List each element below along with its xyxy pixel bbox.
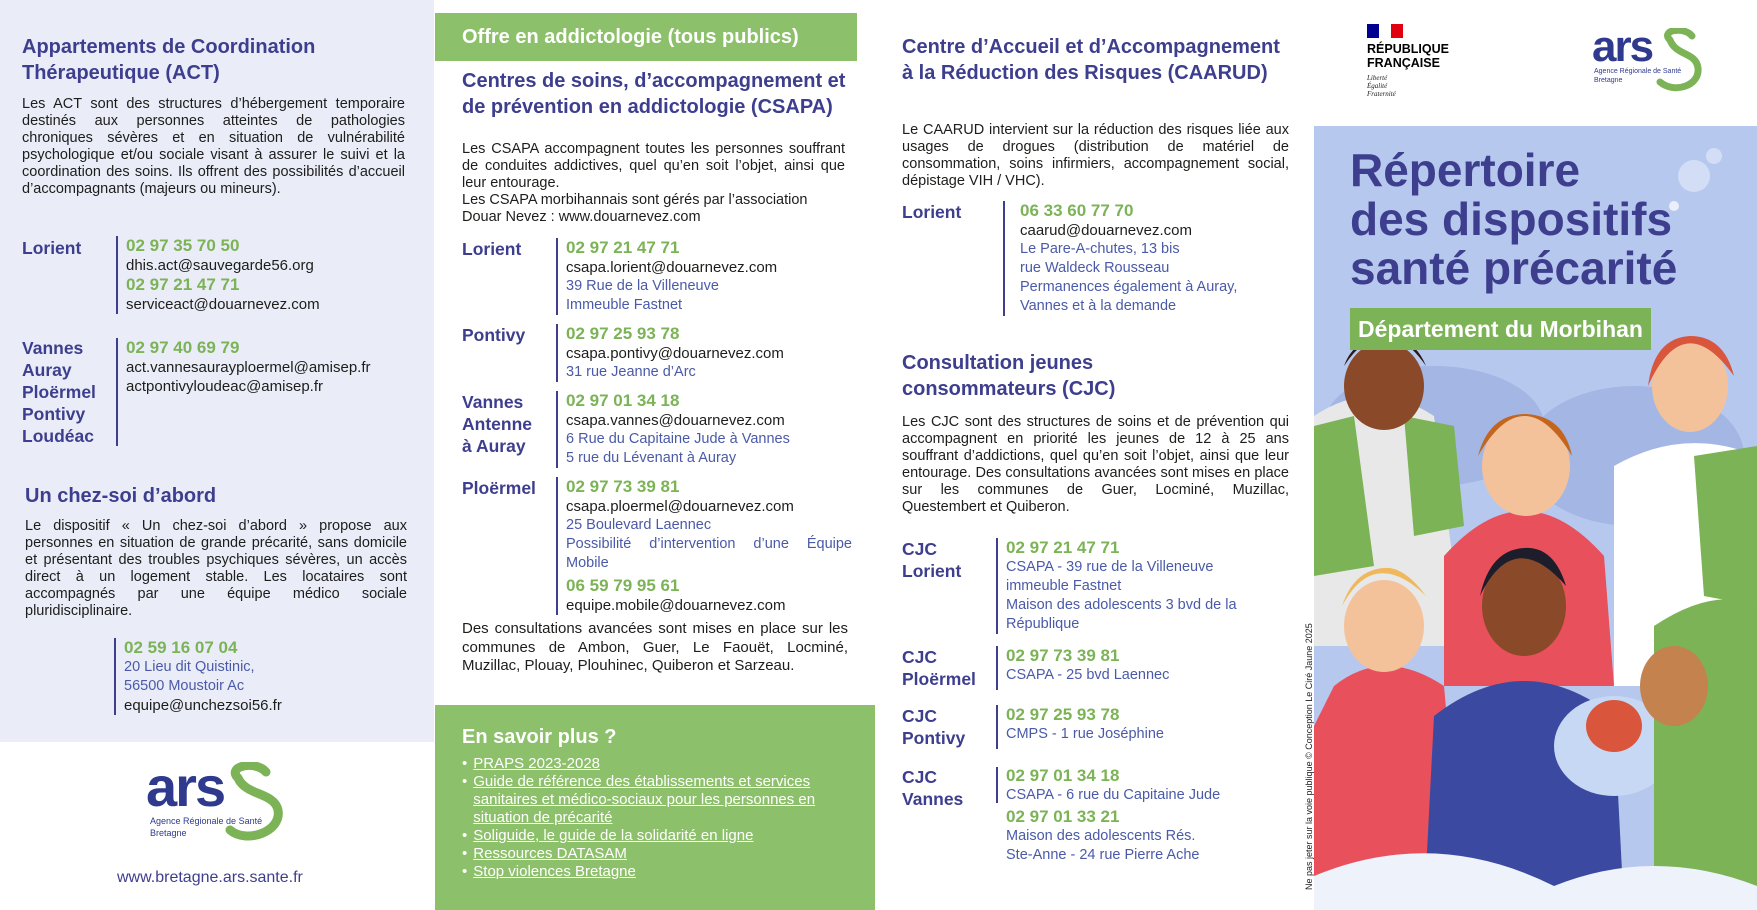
caarud-contacts xyxy=(1003,201,1293,316)
city-name: Lorient xyxy=(462,239,522,259)
act-vannes-contacts xyxy=(116,338,426,446)
list-item xyxy=(902,646,1297,690)
act-lorient-contacts xyxy=(116,236,416,314)
act-lorient-city: Lorient xyxy=(22,238,82,258)
list-item xyxy=(902,538,1297,634)
list-item xyxy=(902,705,1297,749)
email-address[interactable]: caarud@douarnevez.com xyxy=(1020,222,1192,239)
chezsoi-contacts xyxy=(114,638,414,715)
phone-number[interactable]: 06 33 60 77 70 xyxy=(1020,201,1134,220)
phone-number[interactable]: 02 97 25 93 78 xyxy=(566,324,680,343)
phone-number[interactable]: 02 97 21 47 71 xyxy=(566,238,680,257)
ars-logo-cover xyxy=(1592,22,1712,100)
caarud-city: Lorient xyxy=(902,202,962,222)
phone-number[interactable]: 02 97 01 34 18 xyxy=(566,391,680,410)
csapa-consult-text: Des consultations avancées sont mises en place sur les communes de Ambon, Guer, Le Faouët, Locminé, Muzillac, Plouay, Plouhinec, Quiberon et Sarzeau. xyxy=(462,620,848,674)
chezsoi-text: Le dispositif « Un chez-soi d’abord » propose aux personnes en situation de grande précarité, sans domicile et présentant des troubles psychiques sévères, un accès direct à un logement stable. Les locataires sont accompagnés par une équipe médico sociale pluridisciplinaire. xyxy=(25,518,407,619)
phone-number[interactable]: 02 97 35 70 50 xyxy=(126,236,240,255)
city-name: Ploërmel xyxy=(462,478,536,498)
phone-number[interactable]: 02 97 21 47 71 xyxy=(1006,538,1120,557)
ars-logo-sub2: Bretagne xyxy=(150,828,187,838)
address-line: Permanences également à Auray, xyxy=(1020,279,1238,295)
act-vannes-cities: Vannes Auray Ploërmel Pontivy Loudéac xyxy=(22,338,96,446)
address-line: CSAPA - 25 bvd Laennec xyxy=(1006,667,1170,683)
address-line: 25 Boulevard Laennec xyxy=(566,517,712,533)
cjc-entries xyxy=(902,538,1297,865)
email-address[interactable]: act.vannesaurayploermel@amisep.fr xyxy=(126,359,371,376)
address-line: rue Waldeck Rousseau xyxy=(1020,260,1170,276)
city-name: Pontivy xyxy=(462,325,526,345)
city-name: CJC Lorient xyxy=(902,539,962,581)
ars-logo-sub2: Bretagne xyxy=(1594,77,1623,84)
email-address[interactable]: serviceact@douarnevez.com xyxy=(126,296,320,313)
address-line: Le Pare-A-chutes, 13 bis xyxy=(1020,241,1180,257)
link-guide[interactable]: Guide de référence des établissements et services sanitaires et médico-sociaux pour les personnes en situation de précarité xyxy=(473,773,816,826)
address-line: Maison des adolescents 3 bvd de la République xyxy=(1006,597,1237,632)
ars-logo-sub: Agence Régionale de Santé xyxy=(150,816,263,826)
cjc-vannes-bar xyxy=(996,767,998,803)
city-name: CJC Vannes xyxy=(902,767,964,809)
website-link[interactable]: www.bretagne.ars.sante.fr xyxy=(117,869,303,886)
address-line: 20 Lieu dit Quistinic, xyxy=(124,659,255,675)
cjc-text: Les CJC sont des structures de soins et de prévention qui accompagnent en priorité les jeunes de 12 à 25 ans souffrant d’addictions, quel qu’en soit l’objet, ainsi que leur entourage. Des consultations avancées sont mises en place sur les communes de Guer, Locminé, Muzillac, Questembert et Quiberon. xyxy=(902,414,1289,515)
savoir-links xyxy=(462,755,857,881)
phone-number[interactable]: 02 97 01 34 18 xyxy=(1006,766,1120,785)
city-name: Vannes Antenne à Auray xyxy=(462,392,532,456)
caarud-text: Le CAARUD intervient sur la réduction des risques liée aux usages de drogues (distribution de matériel de consommation, soins infirmiers, accompagnement social, dépistage VIH / VHC). xyxy=(902,122,1289,189)
ars-logo xyxy=(146,755,296,852)
rf-motto3: Fraternité xyxy=(1367,90,1396,98)
act-title: Appartements de Coordination Thérapeutique (ACT) xyxy=(22,36,316,84)
csapa-title: Centres de soins, d’accompagnement et de prévention en addictologie (CSAPA) xyxy=(462,70,846,118)
caarud-title: Centre d’Accueil et d’Accompagnement à la Réduction des Risques (CAARUD) xyxy=(902,36,1280,84)
republique-francaise-logo xyxy=(1367,24,1467,104)
address-line: 39 Rue de la Villeneuve xyxy=(566,278,719,294)
cover-title-line1: Répertoire xyxy=(1350,144,1581,196)
ars-logo-text: ars xyxy=(146,755,225,818)
rf-motto2: Égalité xyxy=(1367,82,1388,90)
csapa-entries xyxy=(462,238,862,615)
email-address[interactable]: equipe@unchezsoi56.fr xyxy=(124,697,282,714)
link-praps[interactable]: PRAPS 2023-2028 xyxy=(473,755,601,772)
vertical-note: Ne pas jeter sur la voie publique © Conception Le Ciré Jaune 2025 xyxy=(1304,623,1314,890)
list-item: • PRAPS 2023-2028 xyxy=(462,755,601,772)
address-line: immeuble Fastnet xyxy=(1006,578,1122,594)
rf-line1: RÉPUBLIQUE xyxy=(1367,42,1449,56)
phone-number[interactable]: 02 97 40 69 79 xyxy=(126,338,240,357)
address-line: Maison des adolescents Rés. xyxy=(1006,828,1196,844)
phone-number[interactable]: 02 97 73 39 81 xyxy=(566,477,680,496)
list-item xyxy=(462,324,862,382)
flag-icon xyxy=(1367,24,1403,38)
list-item xyxy=(462,477,862,615)
rf-line2: FRANÇAISE xyxy=(1367,56,1440,70)
address-line: Immeuble Fastnet xyxy=(566,297,683,313)
list-item: • Guide de référence des établissements et services sanitaires et médico-sociaux pour les personnes en situation de précarité xyxy=(462,773,857,827)
phone-number[interactable]: 02 97 01 33 21 xyxy=(1006,807,1120,826)
address-line: Possibilité d’intervention d’une Équipe Mobile xyxy=(566,536,852,571)
list-item xyxy=(462,238,862,315)
list-item: • Soliguide, le guide de la solidarité en ligne xyxy=(462,827,754,844)
address-line: CSAPA - 39 rue de la Villeneuve xyxy=(1006,559,1214,575)
phone-number[interactable]: 02 97 21 47 71 xyxy=(126,275,240,294)
phone-number[interactable]: 02 97 25 93 78 xyxy=(1006,705,1120,724)
phone-number[interactable]: 02 59 16 07 04 xyxy=(124,638,238,657)
email-address[interactable]: csapa.vannes@douarnevez.com xyxy=(566,412,785,429)
link-stop-violences[interactable]: Stop violences Bretagne xyxy=(473,863,636,880)
addicto-banner-label: Offre en addictologie (tous publics) xyxy=(462,26,799,48)
email-address[interactable]: csapa.ploermel@douarnevez.com xyxy=(566,498,794,515)
list-item: • Stop violences Bretagne xyxy=(462,863,636,880)
cover-subtitle: Département du Morbihan xyxy=(1350,308,1651,350)
cover-title xyxy=(1350,146,1750,293)
link-soliguide[interactable]: Soliguide, le guide de la solidarité en ligne xyxy=(473,827,754,844)
cjc-title: Consultation jeunes consommateurs (CJC) xyxy=(902,352,1116,400)
address-line: 31 rue Jeanne d’Arc xyxy=(566,364,696,380)
link-datasam[interactable]: Ressources DATASAM xyxy=(473,845,627,862)
city-name: CJC Ploërmel xyxy=(902,647,976,689)
address-line: CMPS - 1 rue Joséphine xyxy=(1006,726,1164,742)
list-item xyxy=(462,391,862,468)
email-address[interactable]: equipe.mobile@douarnevez.com xyxy=(566,597,786,614)
address-line: CSAPA - 6 rue du Capitaine Jude xyxy=(1006,787,1221,803)
list-item xyxy=(902,766,1297,865)
email-address[interactable]: dhis.act@sauvegarde56.org xyxy=(126,257,314,274)
cover-title-line3: santé précarité xyxy=(1350,242,1678,294)
email-address[interactable]: actpontivyloudeac@amisep.fr xyxy=(126,378,323,395)
ars-logo-text: ars xyxy=(1592,22,1653,71)
email-address[interactable]: csapa.pontivy@douarnevez.com xyxy=(566,345,784,362)
address-line: 6 Rue du Capitaine Jude à Vannes xyxy=(566,431,790,447)
address-line: 56500 Moustoir Ac xyxy=(124,678,245,694)
phone-number[interactable]: 02 97 73 39 81 xyxy=(1006,646,1120,665)
email-address[interactable]: csapa.lorient@douarnevez.com xyxy=(566,259,778,276)
act-text: Les ACT sont des structures d’hébergement temporaire destinés aux personnes atteintes de pathologies chroniques sévères et en situation de vulnérabilité psychologique et/ou sociale visant à assurer le suivi et la coordination des soins. Ils offrent des possibilités d’accueil d’accompagnants (majeurs ou mineurs). xyxy=(22,96,405,197)
phone-number[interactable]: 06 59 79 95 61 xyxy=(566,576,680,595)
chezsoi-title: Un chez-soi d’abord xyxy=(25,485,217,507)
address-line: 5 rue du Lévenant à Auray xyxy=(566,450,737,466)
address-line: Ste-Anne - 24 rue Pierre Ache xyxy=(1006,847,1200,863)
rf-motto1: Liberté xyxy=(1367,74,1388,82)
cover-title-line2: des dispositifs xyxy=(1350,193,1673,245)
city-name: CJC Pontivy xyxy=(902,706,966,748)
savoir-title: En savoir plus ? xyxy=(462,726,617,748)
csapa-text: Les CSAPA accompagnent toutes les personnes souffrant de conduites addictives, quel qu’en soit l’objet, ainsi que leur entourage. Les CSAPA morbihannais sont gérés par l’association Douar Nevez : www.douarnevez.com xyxy=(462,141,845,225)
ars-logo-sub: Agence Régionale de Santé xyxy=(1594,68,1682,75)
list-item: • Ressources DATASAM xyxy=(462,845,627,862)
address-line: Vannes et à la demande xyxy=(1020,298,1177,314)
